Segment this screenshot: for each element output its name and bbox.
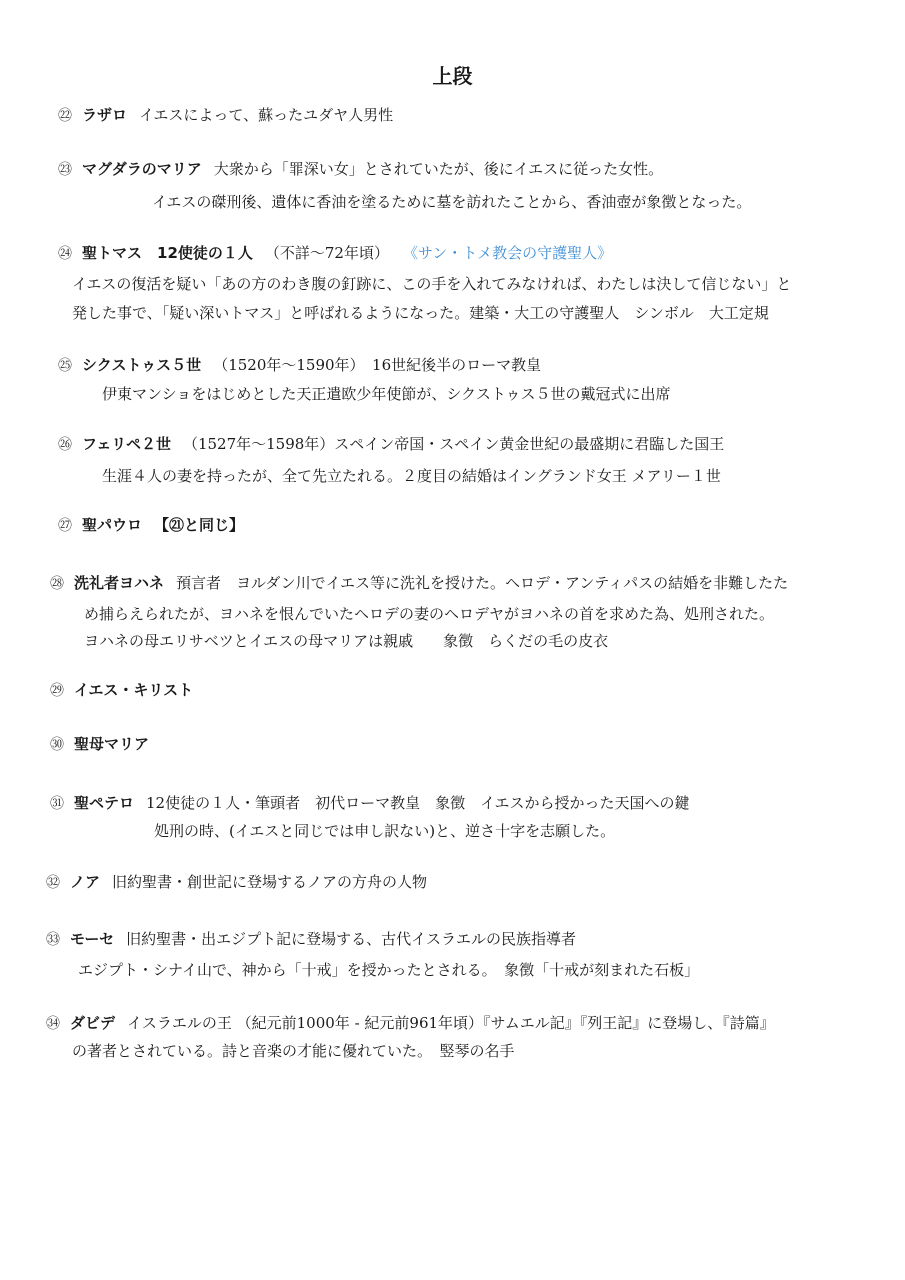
entry-number: ㉞ xyxy=(46,1016,60,1032)
entry-number: ㉝ xyxy=(46,932,60,948)
entry-27 xyxy=(58,514,256,537)
entry-name: フェリペ２世 xyxy=(82,435,171,453)
entry-text: 預言者 ヨルダン川でイエス等に洗礼を授けた。ヘロデ・アンティパスの結婚を非難したた xyxy=(176,574,789,592)
entry-text: 旧約聖書・出エジプト記に登場する、古代イスラエルの民族指導者 xyxy=(126,930,576,948)
entry-number: ㉕ xyxy=(58,358,72,374)
entry-name: 洗礼者ヨハネ xyxy=(74,574,165,592)
entry-number: ㉓ xyxy=(58,162,72,178)
entry-text: （1527年〜1598年）スペイン帝国・スペイン黄金世紀の最盛期に君臨した国王 xyxy=(182,435,725,453)
entry-33 xyxy=(46,928,576,951)
entry-name: 聖ペテロ xyxy=(74,794,135,812)
entry-32 xyxy=(46,871,427,894)
entry-28-line-2: め捕らえられたが、ヨハネを恨んでいたヘロデの妻のヘロデヤがヨハネの首を求めた為、処刑された。 xyxy=(84,605,775,623)
entry-number: ㉖ xyxy=(58,437,72,453)
entry-number: ㉙ xyxy=(50,683,64,699)
entry-name: マグダラのマリア xyxy=(82,160,202,178)
entry-31-line-2: 処刑の時、(イエスと同じでは申し訳ない)と、逆さ十字を志願した。 xyxy=(154,822,616,840)
entry-number: ㉒ xyxy=(58,108,72,124)
entry-23 xyxy=(58,158,663,181)
patron-note: 《サン・トメ教会の守護聖人》 xyxy=(402,244,613,262)
entry-24 xyxy=(58,242,612,265)
entry-text: （1520年〜1590年） 16世紀後半のローマ教皇 xyxy=(213,356,542,374)
entry-dates: （不詳〜72年頃） xyxy=(264,244,389,262)
entry-26 xyxy=(58,433,724,456)
entry-34 xyxy=(46,1012,775,1035)
entry-name: イエス・キリスト xyxy=(74,681,194,699)
entry-name: 聖トマス 12使徒の１人 xyxy=(82,244,253,262)
entry-24-line-2: イエスの復活を疑い「あの方のわき腹の釘跡に、この手を入れてみなければ、わたしは決して信じない」と xyxy=(72,275,792,293)
entry-name: ダビデ xyxy=(70,1014,116,1032)
entry-24-line-3: 発した事で、「疑い深いトマス」と呼ばれるようになった。建築・大工の守護聖人 シンボル 大工定規 xyxy=(72,304,769,322)
entry-33-line-2: エジプト・シナイ山で、神から「十戒」を授かったとされる。 象徴「十戒が刻まれた石板」 xyxy=(78,961,700,979)
entry-28 xyxy=(50,572,788,595)
entry-30 xyxy=(50,733,161,756)
entry-31 xyxy=(50,792,690,815)
entry-34-line-2: の著者とされている。詩と音楽の才能に優れていた。 竪琴の名手 xyxy=(72,1042,515,1060)
entry-name: ラザロ xyxy=(82,106,128,124)
entry-29 xyxy=(50,679,205,702)
entry-26-line-2: 生涯４人の妻を持ったが、全て先立たれる。２度目の結婚はイングランド女王 メアリー１世 xyxy=(102,467,721,485)
entry-name: 聖母マリア xyxy=(74,735,150,753)
entry-text: 12使徒の１人・筆頭者 初代ローマ教皇 象徴 イエスから授かった天国への鍵 xyxy=(146,794,690,812)
entry-28-line-3: ヨハネの母エリサベツとイエスの母マリアは親戚 象徴 らくだの毛の皮衣 xyxy=(84,632,609,650)
entry-23-line-2: イエスの磔刑後、遺体に香油を塗るために墓を訪れたことから、香油壺が象徴となった。 xyxy=(152,193,752,211)
entry-number: ㉗ xyxy=(58,518,72,534)
entry-name: ノア xyxy=(70,873,101,891)
entry-name: モーセ xyxy=(70,930,115,948)
entry-number: ㉜ xyxy=(46,875,60,891)
entry-text: イスラエルの王 （紀元前1000年 - 紀元前961年頃）『サムエル記』『列王記』に登場し、『詩篇』 xyxy=(127,1014,775,1032)
entry-name: シクストゥス５世 xyxy=(82,356,202,374)
entry-number: ㉛ xyxy=(50,796,64,812)
entry-text: 旧約聖書・創世記に登場するノアの方舟の人物 xyxy=(112,873,428,891)
page-title: 上段 xyxy=(432,64,473,88)
entry-25-line-2: 伊東マンショをはじめとした天正遣欧少年使節が、シクストゥス５世の戴冠式に出席 xyxy=(102,385,671,403)
entry-number: ㉘ xyxy=(50,576,64,592)
entry-number: ㉔ xyxy=(58,246,72,262)
entry-25 xyxy=(58,354,541,377)
entry-name: 聖パウロ xyxy=(82,516,143,534)
entry-text: 大衆から「罪深い女」とされていたが、後にイエスに従った女性。 xyxy=(213,160,664,178)
entry-number: ㉚ xyxy=(50,737,64,753)
entry-text: イエスによって、蘇ったユダヤ人男性 xyxy=(139,106,394,124)
entry-22 xyxy=(58,104,393,127)
entry-text: 【㉑と同じ】 xyxy=(154,516,245,534)
